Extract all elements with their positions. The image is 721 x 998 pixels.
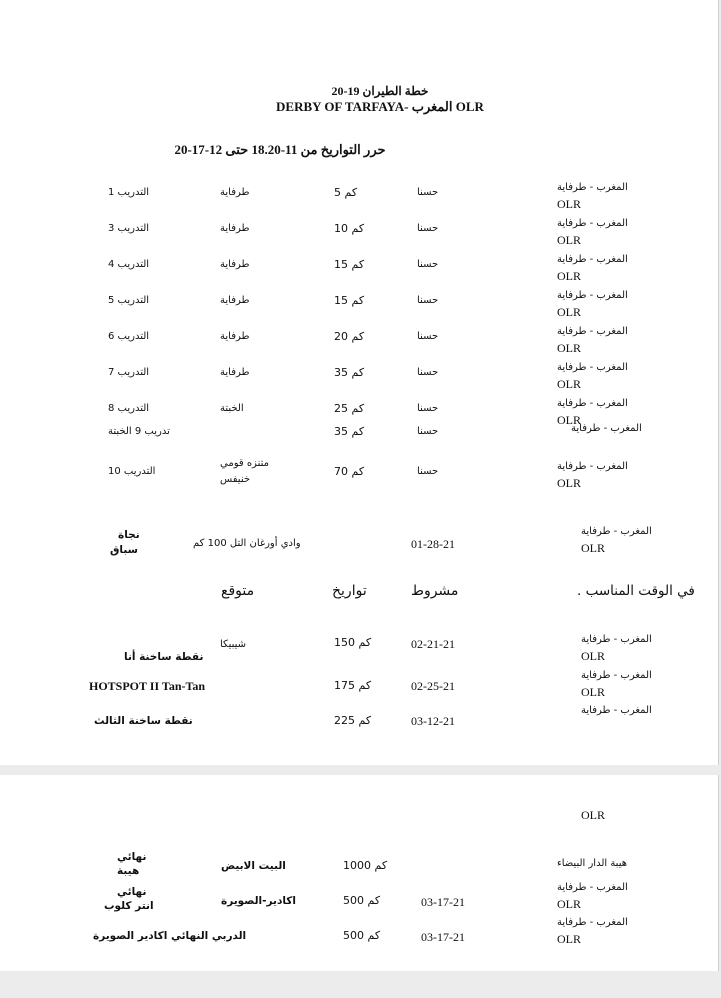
training-place: طرفاية [220,295,250,306]
location-code: OLR [557,476,581,490]
page2-olr: OLR [581,808,605,822]
location-arabic: المغرب - طرفاية [557,254,628,265]
location-code: OLR [557,897,581,911]
training-name: التدريب 7 [108,367,150,378]
location-arabic: المغرب - طرفاية [581,526,652,537]
hotspot-1-date: 02-21-21 [411,637,455,651]
hotspot-2-name: HOTSPOT II Tan-Tan [89,679,206,693]
hotspot-3-date: 03-12-21 [411,714,455,728]
survival-place: وادي أورغان التل 100 كم [193,538,301,549]
final-3-name: الدربي النهائي اكادير الصويرة [93,930,247,942]
training-name: تدريب 9 الخبتة [108,426,170,437]
training-distance: كم 35 [334,366,365,379]
training-location [557,180,628,212]
survival-date: 01-28-21 [411,537,455,551]
training-place: طرفاية [220,187,250,198]
final-1-place: البيت الابيض [221,860,286,872]
final-1-location: هيبة الدار البيضاء [557,858,627,869]
location-arabic: المغرب - طرفاية [557,218,628,229]
training-status: حسنا [417,403,439,414]
location-arabic: المغرب - طرفاية [557,461,628,472]
final-2-date: 03-17-21 [421,895,465,909]
plan-title: خطة الطيران 19-20 [331,84,429,98]
training-name: التدريب 3 [108,223,150,234]
final-2-name: نهائي [117,886,147,898]
final-3-km: كم 500 [343,929,381,942]
location-code: OLR [557,413,581,427]
training-place: طرفاية [220,367,250,378]
training-place: متنزه قومي [220,458,269,469]
location-arabic: المغرب - طرفاية [571,423,642,434]
training-status: حسنا [417,367,439,378]
final-3-date: 03-17-21 [421,930,465,944]
location-arabic: المغرب - طرفاية [557,917,628,928]
location-code: OLR [557,197,581,211]
location-arabic: المغرب - طرفاية [581,634,652,645]
hotspot-2-km: كم 175 [334,679,372,692]
training-status: حسنا [417,331,439,342]
training-location [557,459,628,491]
hotspot-2-location [581,668,652,700]
final-1-name-2: هيبة [117,865,140,877]
location-arabic: المغرب - طرفاية [557,882,628,893]
training-place: طرفاية [220,223,250,234]
training-place: طرفاية [220,331,250,342]
training-location [557,288,628,320]
hotspot-1-place: شيبيكا [220,639,247,650]
training-name: التدريب 10 [108,466,156,477]
hotspot-3-km: كم 225 [334,714,372,727]
survival-name-2: سباق [110,544,138,556]
training-place: الخبتة [220,403,244,414]
location-code: OLR [557,305,581,319]
hotspot-1-name: نقطة ساخنة أنا [124,651,204,663]
location-code: OLR [581,649,605,663]
training-status: حسنا [417,426,439,437]
training-name: التدريب 6 [108,331,150,342]
survival-location [581,524,652,556]
final-1-name: نهائي [117,851,147,863]
survival-name: نجاة [118,529,140,541]
training-name: التدريب 5 [108,295,150,306]
final-1-km: كم 1000 [343,859,388,872]
training-distance: كم 10 [334,222,365,235]
location-code: OLR [581,541,605,555]
date-range: حرر التواريخ من 11-18.20 حتى 12-17-20 [174,142,386,157]
final-2-km: كم 500 [343,894,381,907]
training-distance: كم 20 [334,330,365,343]
training-distance: كم 70 [334,465,365,478]
training-distance: كم 5 [334,186,358,199]
training-location [571,421,642,437]
hotspot-3-name: نقطة ساخنة الثالث [94,715,193,727]
location-arabic: المغرب - طرفاية [581,705,652,716]
location-arabic: المغرب - طرفاية [557,362,628,373]
location-code: OLR [557,269,581,283]
training-name: التدريب 4 [108,259,150,270]
final-3-location [557,915,628,947]
heading-dates: تواريخ [332,583,367,599]
training-distance: كم 15 [334,294,365,307]
training-place-2: خنيفس [220,474,251,485]
location-arabic: المغرب - طرفاية [581,670,652,681]
training-distance: كم 35 [334,425,365,438]
final-2-location [557,880,628,912]
heading-conditional: مشروط [411,583,459,599]
final-2-name-2: انتر كلوب [104,900,154,912]
training-status: حسنا [417,466,439,477]
location-code: OLR [557,377,581,391]
training-place: طرفاية [220,259,250,270]
training-status: حسنا [417,223,439,234]
document-page-2 [0,775,719,971]
final-2-place: اكادير-الصويرة [221,895,297,907]
training-name: التدريب 8 [108,403,150,414]
hotspot-3-location [581,703,652,719]
location-code: OLR [557,932,581,946]
training-location [557,324,628,356]
location-arabic: المغرب - طرفاية [557,290,628,301]
location-code: OLR [581,685,605,699]
hotspot-2-date: 02-25-21 [411,679,455,693]
training-distance: كم 15 [334,258,365,271]
location-code: OLR [557,341,581,355]
plan-subtitle: DERBY OF TARFAYA- المغرب OLR [276,99,484,114]
location-code: OLR [557,233,581,247]
location-arabic: المغرب - طرفاية [557,326,628,337]
hotspot-1-location [581,632,652,664]
training-location [557,252,628,284]
training-status: حسنا [417,295,439,306]
location-arabic: المغرب - طرفاية [557,182,628,193]
training-status: حسنا [417,187,439,198]
training-name: التدريب 1 [108,187,150,198]
heading-on-time: . في الوقت المناسب [577,583,695,599]
location-arabic: المغرب - طرفاية [557,398,628,409]
training-location [557,216,628,248]
training-location [557,360,628,392]
training-distance: كم 25 [334,402,365,415]
training-status: حسنا [417,259,439,270]
hotspot-1-km: كم 150 [334,636,372,649]
heading-expected: متوقع [221,583,255,599]
